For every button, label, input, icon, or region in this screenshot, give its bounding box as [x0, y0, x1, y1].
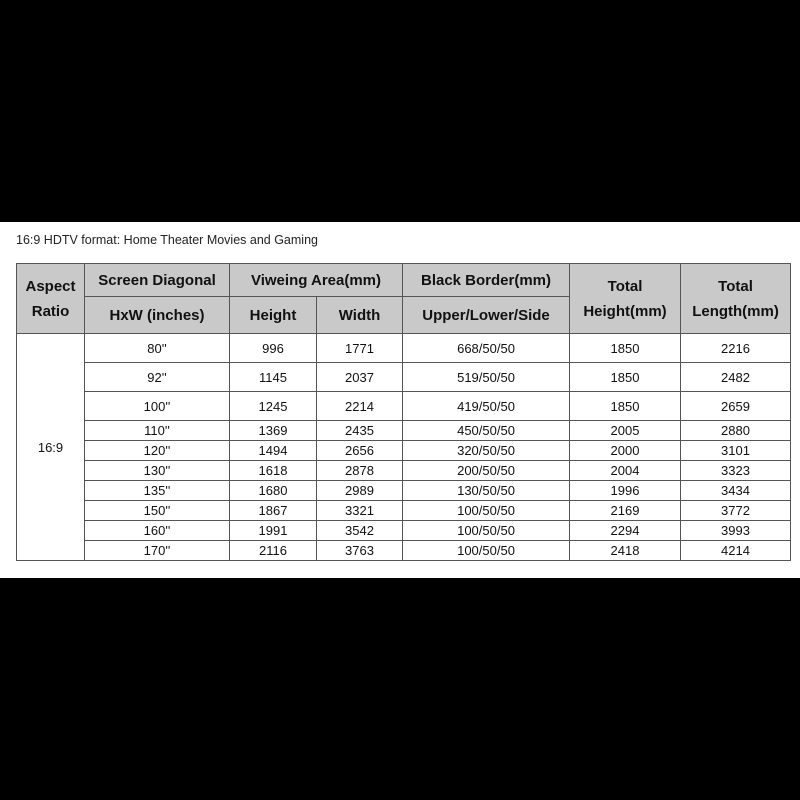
- cell-total-height: 2418: [570, 541, 681, 561]
- header-height: Height: [230, 297, 317, 334]
- cell-height: 1867: [230, 501, 317, 521]
- cell-border: 419/50/50: [403, 392, 570, 421]
- cell-total-height: 1996: [570, 481, 681, 501]
- table-row: [17, 441, 791, 461]
- cell-width: 2989: [317, 481, 403, 501]
- cell-total-height: 1850: [570, 392, 681, 421]
- cell-width: 3542: [317, 521, 403, 541]
- cell-diagonal: 110'': [85, 421, 230, 441]
- cell-height: 1369: [230, 421, 317, 441]
- table-row: [17, 392, 791, 421]
- screen-size-table: [16, 263, 791, 561]
- table-row: [17, 521, 791, 541]
- cell-diagonal: 160'': [85, 521, 230, 541]
- table-row: [17, 461, 791, 481]
- cell-height: 1680: [230, 481, 317, 501]
- cell-total-height: 2169: [570, 501, 681, 521]
- table-caption: 16:9 HDTV format: Home Theater Movies and Gaming: [16, 233, 318, 247]
- cell-total-height: 2005: [570, 421, 681, 441]
- cell-diagonal: 120'': [85, 441, 230, 461]
- header-hxw: HxW (inches): [85, 297, 230, 334]
- spec-panel: [0, 222, 800, 578]
- header-black-border: Black Border(mm): [403, 264, 570, 297]
- cell-total-height: 1850: [570, 363, 681, 392]
- cell-border: 450/50/50: [403, 421, 570, 441]
- header-viewing-area: Viweing Area(mm): [230, 264, 403, 297]
- table-row: [17, 501, 791, 521]
- cell-width: 2656: [317, 441, 403, 461]
- table-row: [17, 421, 791, 441]
- cell-diagonal: 135'': [85, 481, 230, 501]
- table-body: [17, 334, 791, 561]
- cell-total-length: 2659: [681, 392, 791, 421]
- cell-border: 200/50/50: [403, 461, 570, 481]
- table-row: [17, 363, 791, 392]
- header-upper-lower-side: Upper/Lower/Side: [403, 297, 570, 334]
- header-screen-diagonal: Screen Diagonal: [85, 264, 230, 297]
- cell-aspect-ratio: 16:9: [17, 334, 85, 561]
- cell-total-length: 3101: [681, 441, 791, 461]
- table-row: [17, 541, 791, 561]
- cell-width: 2878: [317, 461, 403, 481]
- cell-total-length: 3993: [681, 521, 791, 541]
- header-aspect-ratio: Aspect Ratio: [17, 264, 85, 334]
- cell-border: 519/50/50: [403, 363, 570, 392]
- cell-width: 2037: [317, 363, 403, 392]
- cell-height: 2116: [230, 541, 317, 561]
- table-row: [17, 334, 791, 363]
- cell-border: 100/50/50: [403, 541, 570, 561]
- cell-total-length: 2216: [681, 334, 791, 363]
- cell-width: 3763: [317, 541, 403, 561]
- cell-border: 320/50/50: [403, 441, 570, 461]
- cell-height: 996: [230, 334, 317, 363]
- cell-total-height: 2294: [570, 521, 681, 541]
- header-width: Width: [317, 297, 403, 334]
- cell-total-length: 3323: [681, 461, 791, 481]
- cell-diagonal: 170'': [85, 541, 230, 561]
- cell-diagonal: 130'': [85, 461, 230, 481]
- cell-total-height: 2004: [570, 461, 681, 481]
- header-total-length: Total Length(mm): [681, 264, 791, 334]
- cell-diagonal: 100'': [85, 392, 230, 421]
- cell-total-height: 2000: [570, 441, 681, 461]
- cell-width: 1771: [317, 334, 403, 363]
- header-total-height: Total Height(mm): [570, 264, 681, 334]
- cell-total-length: 2880: [681, 421, 791, 441]
- cell-border: 100/50/50: [403, 521, 570, 541]
- cell-total-length: 3772: [681, 501, 791, 521]
- cell-height: 1618: [230, 461, 317, 481]
- cell-width: 2214: [317, 392, 403, 421]
- cell-height: 1145: [230, 363, 317, 392]
- cell-diagonal: 92'': [85, 363, 230, 392]
- cell-border: 100/50/50: [403, 501, 570, 521]
- cell-total-height: 1850: [570, 334, 681, 363]
- cell-width: 2435: [317, 421, 403, 441]
- cell-height: 1991: [230, 521, 317, 541]
- cell-total-length: 4214: [681, 541, 791, 561]
- cell-height: 1245: [230, 392, 317, 421]
- cell-border: 668/50/50: [403, 334, 570, 363]
- cell-width: 3321: [317, 501, 403, 521]
- table-row: [17, 481, 791, 501]
- cell-total-length: 2482: [681, 363, 791, 392]
- cell-diagonal: 150'': [85, 501, 230, 521]
- cell-total-length: 3434: [681, 481, 791, 501]
- cell-border: 130/50/50: [403, 481, 570, 501]
- cell-height: 1494: [230, 441, 317, 461]
- cell-diagonal: 80'': [85, 334, 230, 363]
